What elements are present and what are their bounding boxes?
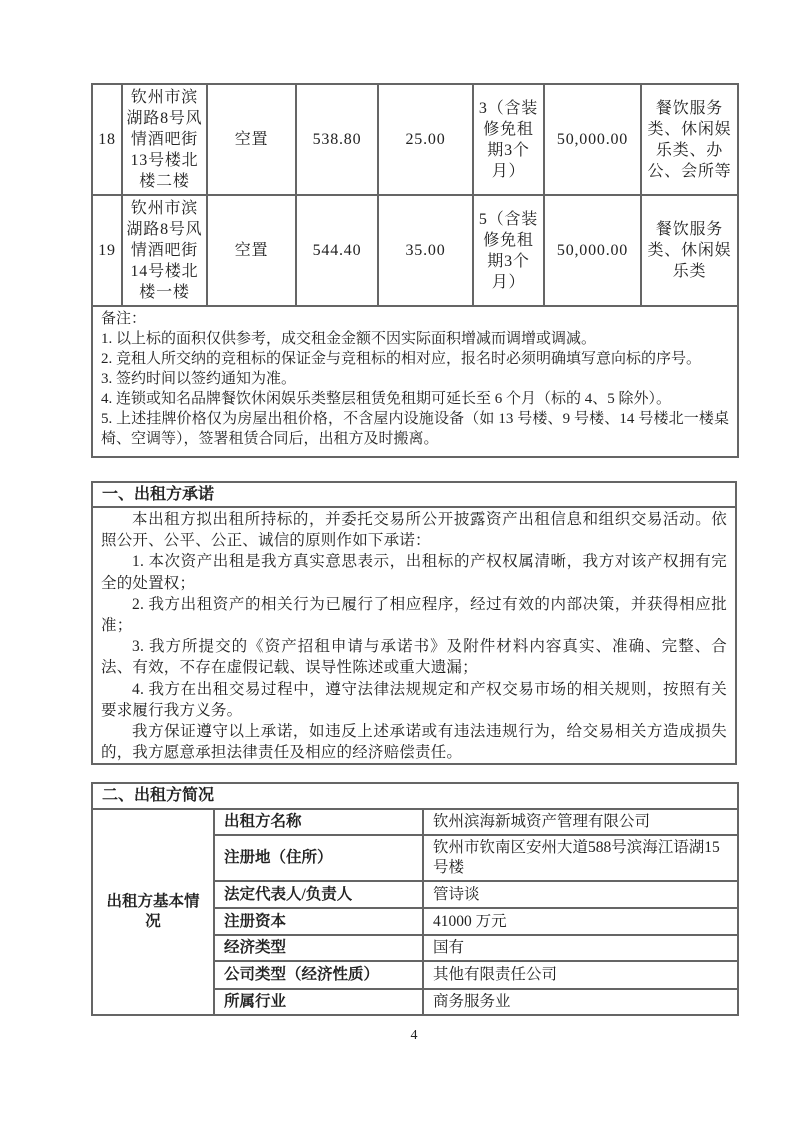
cell-deposit: 50,000.00 xyxy=(544,84,641,195)
cell-location: 钦州市滨湖路8号风情酒吧街13号楼北楼二楼 xyxy=(122,84,207,195)
cell-area: 538.80 xyxy=(296,84,378,195)
profile-label: 注册资本 xyxy=(214,908,423,935)
cell-location: 钦州市滨湖路8号风情酒吧街14号楼北楼一楼 xyxy=(122,195,207,306)
listing-row-18 xyxy=(92,84,738,195)
note-item: 5. 上述挂牌价格仅为房屋出租价格，不含屋内设施设备（如 13 号楼、9 号楼、14 号楼北一楼桌椅、空调等），签署租赁合同后，出租方及时搬离。 xyxy=(101,411,729,447)
note-item: 1. 以上标的面积仅供参考，成交租金金额不因实际面积增减而调增或调减。 xyxy=(101,331,597,347)
notes-row xyxy=(92,306,738,457)
profile-label: 注册地（住所） xyxy=(214,835,423,881)
lessor-profile-table xyxy=(91,782,739,1016)
profile-value: 商务服务业 xyxy=(423,989,738,1015)
profile-label: 经济类型 xyxy=(214,935,423,961)
cell-area: 544.40 xyxy=(296,195,378,306)
cell-no: 18 xyxy=(92,84,122,195)
profile-value: 管诗谈 xyxy=(423,881,738,908)
note-item: 4. 连锁或知名品牌餐饮休闲娱乐类整层租赁免租期可延长至 6 个月（标的 4、5 除外）。 xyxy=(101,391,672,407)
cell-term: 5（含装修免租期3个月） xyxy=(473,195,544,306)
notes-label: 备注： xyxy=(101,311,147,327)
commitment-paragraph: 1. 本次资产出租是我方真实意思表示，出租标的产权权属清晰，我方对该产权拥有完全的处置权； xyxy=(101,553,727,592)
page-number: 4 xyxy=(410,1028,418,1043)
note-item: 3. 签约时间以签约通知为准。 xyxy=(101,371,297,387)
profile-value: 国有 xyxy=(423,935,738,961)
cell-no: 19 xyxy=(92,195,122,306)
note-item: 2. 竞租人所交纳的竞租标的保证金与竞租标的相对应，报名时必须明确填写意向标的序号。 xyxy=(101,351,702,367)
profile-value: 钦州市钦南区安州大道588号滨海江语湖15号楼 xyxy=(423,835,738,881)
profile-section-title: 二、出租方简况 xyxy=(92,783,738,809)
notes-cell xyxy=(92,306,738,457)
profile-group-label-text: 出租方基本情况 xyxy=(106,893,200,930)
cell-business: 餐饮服务类、休闲娱乐类、办公、会所等 xyxy=(641,84,738,195)
cell-price: 25.00 xyxy=(378,84,473,195)
lessor-commitment-section xyxy=(91,481,737,765)
cell-business: 餐饮服务类、休闲娱乐类 xyxy=(641,195,738,306)
profile-value: 41000 万元 xyxy=(423,908,738,935)
commitment-body xyxy=(93,508,735,763)
profile-row xyxy=(92,809,738,835)
commitment-paragraph: 本出租方拟出租所持标的，并委托交易所公开披露资产出租信息和组织交易活动。依照公开、公平、公正、诚信的原则作如下承诺： xyxy=(101,511,727,550)
profile-section-header-row xyxy=(92,783,738,809)
listing-row-19 xyxy=(92,195,738,306)
cell-term: 3（含装修免租期3个月） xyxy=(473,84,544,195)
profile-value: 钦州滨海新城资产管理有限公司 xyxy=(423,809,738,835)
commitment-paragraph: 2. 我方出租资产的相关行为已履行了相应程序，经过有效的内部决策，并获得相应批准； xyxy=(101,595,727,635)
profile-group-label xyxy=(92,809,214,1015)
cell-deposit: 50,000.00 xyxy=(544,195,641,306)
profile-value: 其他有限责任公司 xyxy=(423,961,738,989)
profile-label: 出租方名称 xyxy=(214,809,423,835)
commitment-paragraph: 我方保证遵守以上承诺，如违反上述承诺或有违法违规行为，给交易相关方造成损失的，我方愿意承担法律责任及相应的经济赔偿责任。 xyxy=(101,723,727,762)
cell-status: 空置 xyxy=(207,84,296,195)
commitment-section-title: 一、出租方承诺 xyxy=(93,483,735,508)
commitment-paragraph: 3. 我方所提交的《资产招租申请与承诺书》及附件材料内容真实、准确、完整、合法、有效，不存在虚假记载、误导性陈述或重大遗漏； xyxy=(101,638,727,677)
profile-label: 公司类型（经济性质） xyxy=(214,961,423,989)
profile-label: 法定代表人/负责人 xyxy=(214,881,423,908)
cell-status: 空置 xyxy=(207,195,296,306)
asset-listing-table xyxy=(91,83,739,458)
profile-label: 所属行业 xyxy=(214,989,423,1015)
commitment-paragraph: 4. 我方在出租交易过程中，遵守法律法规规定和产权交易市场的相关规则，按照有关要求履行我方义务。 xyxy=(101,680,727,719)
cell-price: 35.00 xyxy=(378,195,473,306)
